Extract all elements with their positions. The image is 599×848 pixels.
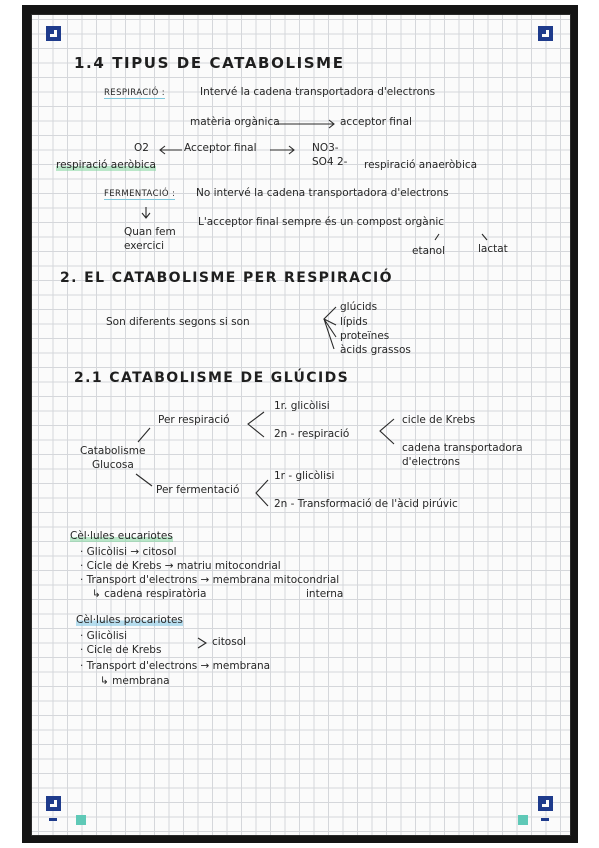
corner-marker-bottom-right	[538, 796, 553, 811]
text-respiracio-anaerobica: respiració anaeròbica	[364, 159, 478, 171]
text-ferm-transformacio: 2n - Transformació de l'àcid pirúvic	[274, 498, 458, 510]
text-cadena-transportadora: cadena transportadora	[402, 442, 523, 454]
pro-line-glicolisi: · Glicòlisi	[80, 630, 128, 642]
corner-tick-right	[541, 818, 549, 821]
item-glucids: glúcids	[340, 301, 378, 313]
text-so4: SO4 2-	[312, 156, 348, 168]
corner-marker-bottom-left	[46, 796, 61, 811]
text-acceptor-final: acceptor final	[340, 116, 412, 128]
text-son-diferents: Son diferents segons si son	[106, 316, 250, 328]
grid-paper	[31, 14, 571, 836]
euc-line-cadena: ↳ cadena respiratòria	[92, 588, 207, 600]
corner-marker-top-right	[538, 26, 553, 41]
pro-text-citosol: citosol	[212, 636, 247, 648]
euc-line-transport: · Transport d'electrons → membrana mitocondrial	[80, 574, 340, 586]
euc-line-krebs: · Cicle de Krebs → matriu mitocondrial	[80, 560, 281, 572]
text-ferm-glicolisi: 1r - glicòlisi	[274, 470, 335, 482]
text-exercici: exercici	[124, 240, 165, 252]
pro-line-membrana: ↳ membrana	[100, 675, 170, 687]
text-acceptor-organic: L'acceptor final sempre és un compost orgànic	[198, 216, 445, 228]
text-per-respiracio: Per respiració	[158, 414, 230, 426]
item-lipids: lípids	[340, 316, 368, 328]
text-fermentacio: No intervé la cadena transportadora d'electrons	[196, 187, 449, 199]
text-quan-fem: Quan fem	[124, 226, 176, 238]
euc-text-interna: interna	[306, 588, 344, 600]
teal-square-left	[76, 815, 86, 825]
text-materia-organica: matèria orgànica	[190, 116, 280, 128]
heading-cellules-procariotes: Cèl·lules procariotes	[76, 614, 183, 626]
text-delectrons: d'electrons	[402, 456, 460, 468]
label-respiracio: RESPIRACIÓ :	[104, 88, 166, 98]
teal-square-right	[518, 815, 528, 825]
text-no3: NO3-	[312, 142, 339, 154]
pro-line-krebs: · Cicle de Krebs	[80, 644, 162, 656]
text-acceptor-final-mid: Acceptor final	[184, 142, 257, 154]
section-title-catabolisme-respiracio: 2. EL CATABOLISME PER RESPIRACIÓ	[60, 270, 393, 286]
heading-cellules-eucariotes: Cèl·lules eucariotes	[70, 530, 173, 542]
text-catabolisme: Catabolisme	[80, 445, 146, 457]
text-per-fermentacio: Per fermentació	[156, 484, 240, 496]
text-resp-2n: 2n - respiració	[274, 428, 350, 440]
corner-marker-top-left	[46, 26, 61, 41]
text-o2: O2	[134, 142, 149, 154]
text-etanol: etanol	[412, 245, 446, 257]
text-resp-glicolisi: 1r. glicòlisi	[274, 400, 330, 412]
pro-line-transport: · Transport d'electrons → membrana	[80, 660, 271, 672]
label-fermentacio: FERMENTACIÓ :	[104, 189, 176, 199]
text-respiracio: Intervé la cadena transportadora d'electrons	[200, 86, 436, 98]
item-acids-grassos: àcids grassos	[340, 344, 411, 356]
text-cicle-krebs: cicle de Krebs	[402, 414, 476, 426]
section-title-tipus-catabolisme: 1.4 TIPUS DE CATABOLISME	[74, 54, 345, 72]
text-lactat: lactat	[478, 243, 508, 255]
item-proteines: proteïnes	[340, 330, 390, 342]
section-title-catabolisme-glucids: 2.1 CATABOLISME DE GLÚCIDS	[74, 370, 350, 386]
text-respiracio-aerobica: respiració aeròbica	[56, 159, 156, 171]
text-glucosa: Glucosa	[92, 459, 134, 471]
corner-tick-left	[49, 818, 57, 821]
euc-line-glicolisi: · Glicòlisi → citosol	[80, 546, 177, 558]
